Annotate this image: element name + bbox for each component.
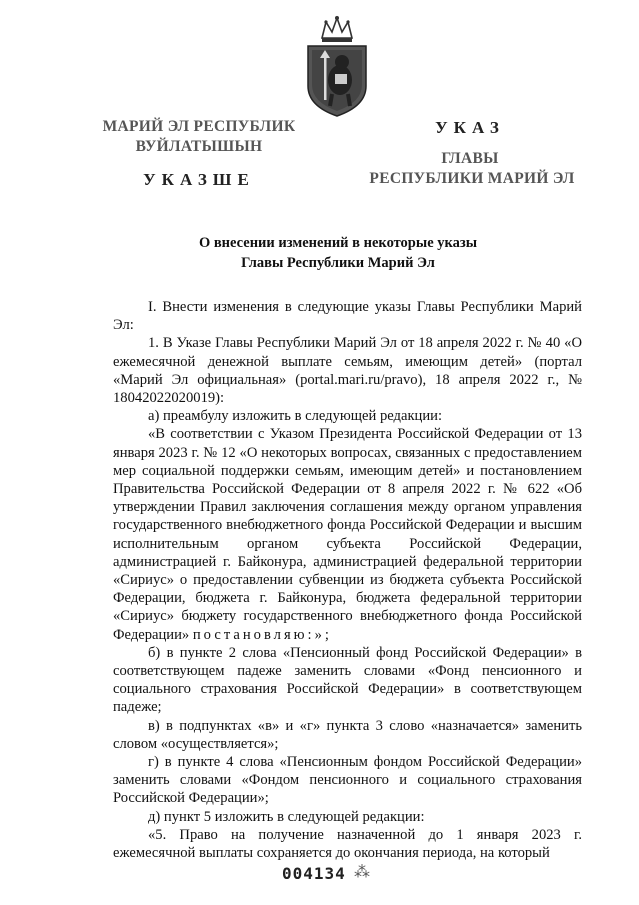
header-right-line1: ГЛАВЫ [441,150,499,167]
paragraph-7: г) в пункте 4 слова «Пенсионным фондом Российской Федерации» заменить словами «Фондом пенсионного и социального страхования Российской Федерации»; [113,754,582,807]
document-body [113,298,582,862]
title-line2: Главы Республики Марий Эл [241,255,435,271]
paragraph-6: в) в подпунктах «в» и «г» пункта 3 слово «назначается» заменить словом «осуществляется»; [113,717,582,752]
header-left-doc-type: УКАЗШЕ [143,170,255,189]
document-serial-number: 004134 [282,864,346,883]
paragraph-5: б) в пункте 2 слова «Пенсионный фонд Российской Федерации» в соответствующем падеже заменить словами «Фонд пенсионного и социального страхования Российской Федерации» в соответствующем падеже; [113,644,582,716]
header-left-line2: ВУЙЛАТЫШЫН [135,138,263,155]
header-left-line1: МАРИЙ ЭЛ РЕСПУБЛИК [102,118,296,135]
paragraph-4-decree: постановляю:»; [192,626,332,643]
paragraph-9: «5. Право на получение назначенной до 1 января 2023 г. ежемесячной выплаты сохраняется до окончания периода, на который [113,826,582,862]
paragraph-3: а) преамбулу изложить в следующей редакции: [148,408,443,425]
header-right-doc-type: УКАЗ [435,118,505,137]
paragraph-8: д) пункт 5 изложить в следующей редакции: [148,808,425,825]
paragraph-1: I. Внести изменения в следующие указы Главы Республики Марий Эл: [113,299,582,334]
paragraph-4 [113,425,582,643]
paragraph-2: 1. В Указе Главы Республики Марий Эл от 18 апреля 2022 г. № 40 «О ежемесячной денежной выплате семьям, имеющим детей» (портал «Марий Эл официальная» (portal.mari.ru/pravo), 18 апреля 2022 г., № 18042022020019): [113,335,582,407]
title-line1: О внесении изменений в некоторые указы [198,235,478,251]
coat-of-arms-icon [302,14,372,118]
paragraph-4-text: «В соответствии с Указом Президента Российской Федерации от 13 января 2023 г. № 12 «О некоторых вопросах, связанных с предоставлением мер социальной поддержки семьям, имеющим детей» и постановлением Правительства Российской Федерации от 8 апреля 2022 г. № 622 «Об утверждении Правил заключения соглашения между органом управления государственного внебюджетного фонда Российской Федерации и высшим исполнительным органом субъекта Российской Федерации, администрацией г. Байконура, администрацией федеральной территории «Сириус» о предоставлении субвенции из бюджета субъекта Российской Федерации, бюджета г. Байконура, бюджета федеральной территории «Сириус» бюджету государственного внебюджетного фонда Российской Федерации» [113,426,582,643]
header-right-line2: РЕСПУБЛИКИ МАРИЙ ЭЛ [369,170,575,187]
footer-mark: ⁂ [354,862,370,881]
document-title [100,233,576,273]
